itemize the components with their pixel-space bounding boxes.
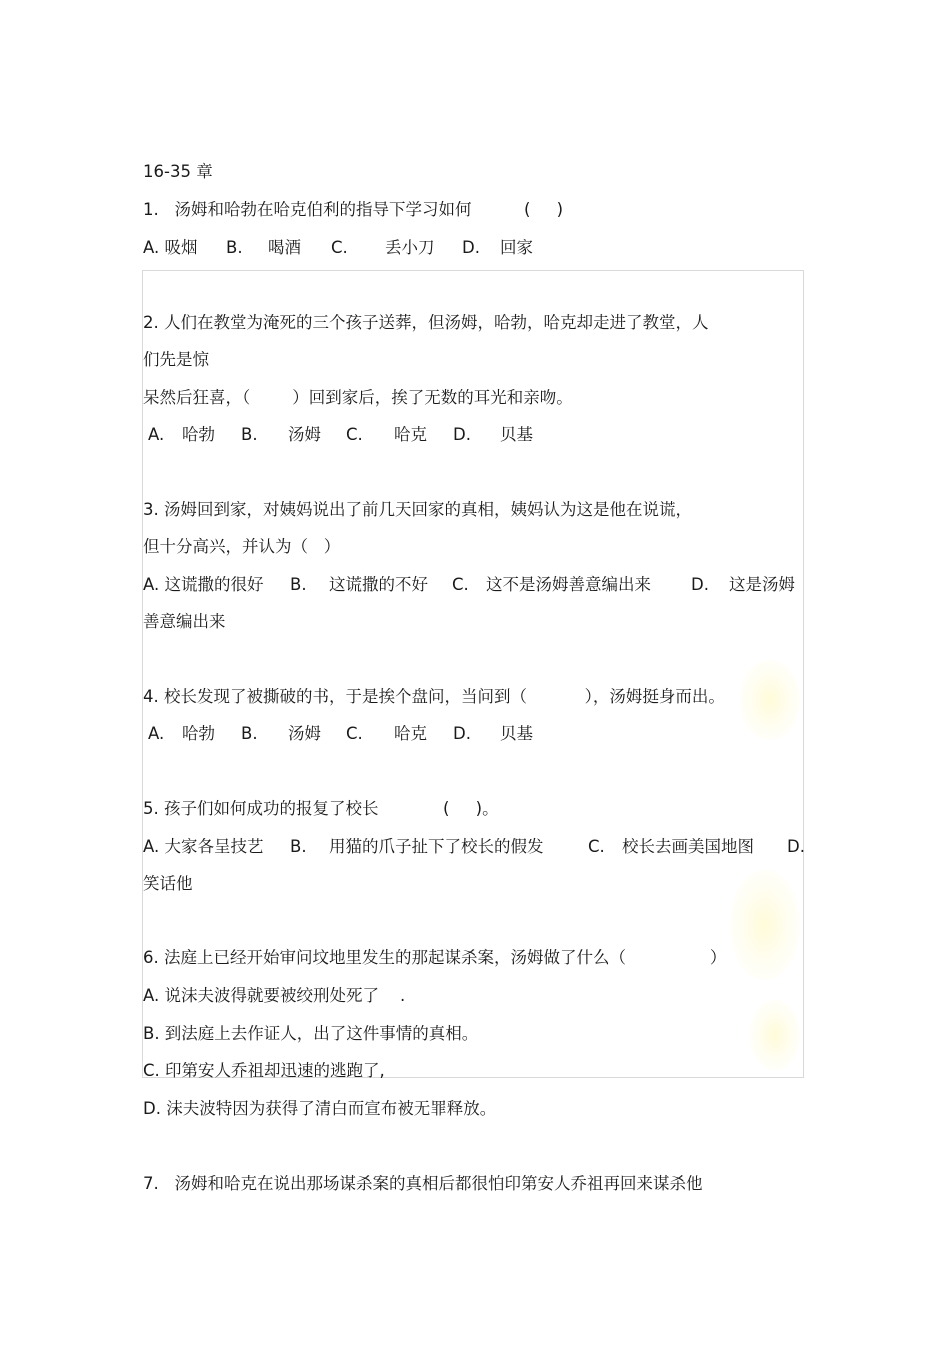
question-2-option-d: 贝基 [500,425,533,444]
paper-stain [730,870,800,980]
question-6-option-c: C. 印第安人乔祖却迅速的逃跑了, [143,1061,385,1080]
question-5-option-c-letter: C. [588,837,605,856]
question-2-line-2: 们先是惊 [143,350,209,369]
paper-stain [740,660,800,740]
question-3-option-d-wrap: 善意编出来 [143,612,226,631]
question-6-line-1: 6. 法庭上已经开始审问坟地里发生的那起谋杀案，汤姆做了什么（ ） [143,948,727,967]
chapter-heading: 16-35 章 [143,162,213,181]
question-2-option-d-letter: D. [453,425,471,444]
question-1-option-a: A. 吸烟 [143,238,198,257]
paper-stain [750,1000,800,1070]
question-4-option-a-letter: A. [148,724,165,743]
question-5-option-d-letter: D. [787,837,805,856]
question-5-option-c: 校长去画美国地图 [622,837,754,856]
question-4-option-d: 贝基 [500,724,533,743]
question-2-option-a: 哈勃 [182,425,215,444]
question-3-option-c-letter: C. [452,575,469,594]
question-2-line-1: 2. 人们在教堂为淹死的三个孩子送葬，但汤姆，哈勃，哈克却走进了教堂，人 [143,313,709,332]
question-6-option-a: A. 说沫夫波得就要被绞刑处死了 . [143,986,406,1005]
question-5-option-b: 用猫的爪子扯下了校长的假发 [329,837,544,856]
question-1-option-b-letter: B. [226,238,243,257]
question-6-option-d: D. 沫夫波特因为获得了清白而宣布被无罪释放。 [143,1099,497,1118]
question-3-option-d-letter: D. [691,575,709,594]
question-6-option-b: B. 到法庭上去作证人，出了这件事情的真相。 [143,1024,479,1043]
question-4-option-c-letter: C. [346,724,363,743]
question-1-option-b: 喝酒 [268,238,301,257]
question-5-option-d-wrap: 笑话他 [143,874,193,893]
question-4-line-1: 4. 校长发现了被撕破的书，于是挨个盘问，当问到（ ），汤姆挺身而出。 [143,687,725,706]
question-5-line-1: 5. 孩子们如何成功的报复了校长 [143,799,379,818]
question-4-option-b-letter: B. [241,724,258,743]
question-1-option-c: 丢小刀 [385,238,435,257]
question-5-option-a: A. 大家各呈技艺 [143,837,264,856]
question-4-option-d-letter: D. [453,724,471,743]
question-1-stem: 1. 汤姆和哈勃在哈克伯利的指导下学习如何 [143,200,472,219]
question-1-blank: ( ) [524,200,564,219]
question-5-blank: ( )。 [443,799,499,818]
question-4-option-c: 哈克 [394,724,427,743]
question-2-option-b: 汤姆 [288,425,321,444]
question-3-option-c: 这不是汤姆善意编出来 [486,575,651,594]
question-7-line-1: 7. 汤姆和哈克在说出那场谋杀案的真相后都很怕印第安人乔祖再回来谋杀他 [143,1174,703,1193]
question-2-option-c: 哈克 [394,425,427,444]
question-1-option-c-letter: C. [331,238,348,257]
question-4-option-a: 哈勃 [182,724,215,743]
question-3-option-d: 这是汤姆 [729,575,795,594]
question-4-option-b: 汤姆 [288,724,321,743]
question-3-line-1: 3. 汤姆回到家，对姨妈说出了前几天回家的真相，姨妈认为这是他在说谎， [143,500,692,519]
question-3-option-b: 这谎撒的不好 [329,575,428,594]
question-1-option-d: 回家 [500,238,533,257]
question-3-option-a: A. 这谎撒的很好 [143,575,264,594]
question-2-line-3: 呆然后狂喜，（ ）回到家后，挨了无数的耳光和亲吻。 [143,388,573,407]
question-3-line-2: 但十分高兴，并认为（ ） [143,537,341,556]
question-3-option-b-letter: B. [290,575,307,594]
question-1-option-d-letter: D. [462,238,480,257]
question-2-option-b-letter: B. [241,425,258,444]
question-2-option-a-letter: A. [148,425,165,444]
question-2-option-c-letter: C. [346,425,363,444]
question-5-option-b-letter: B. [290,837,307,856]
